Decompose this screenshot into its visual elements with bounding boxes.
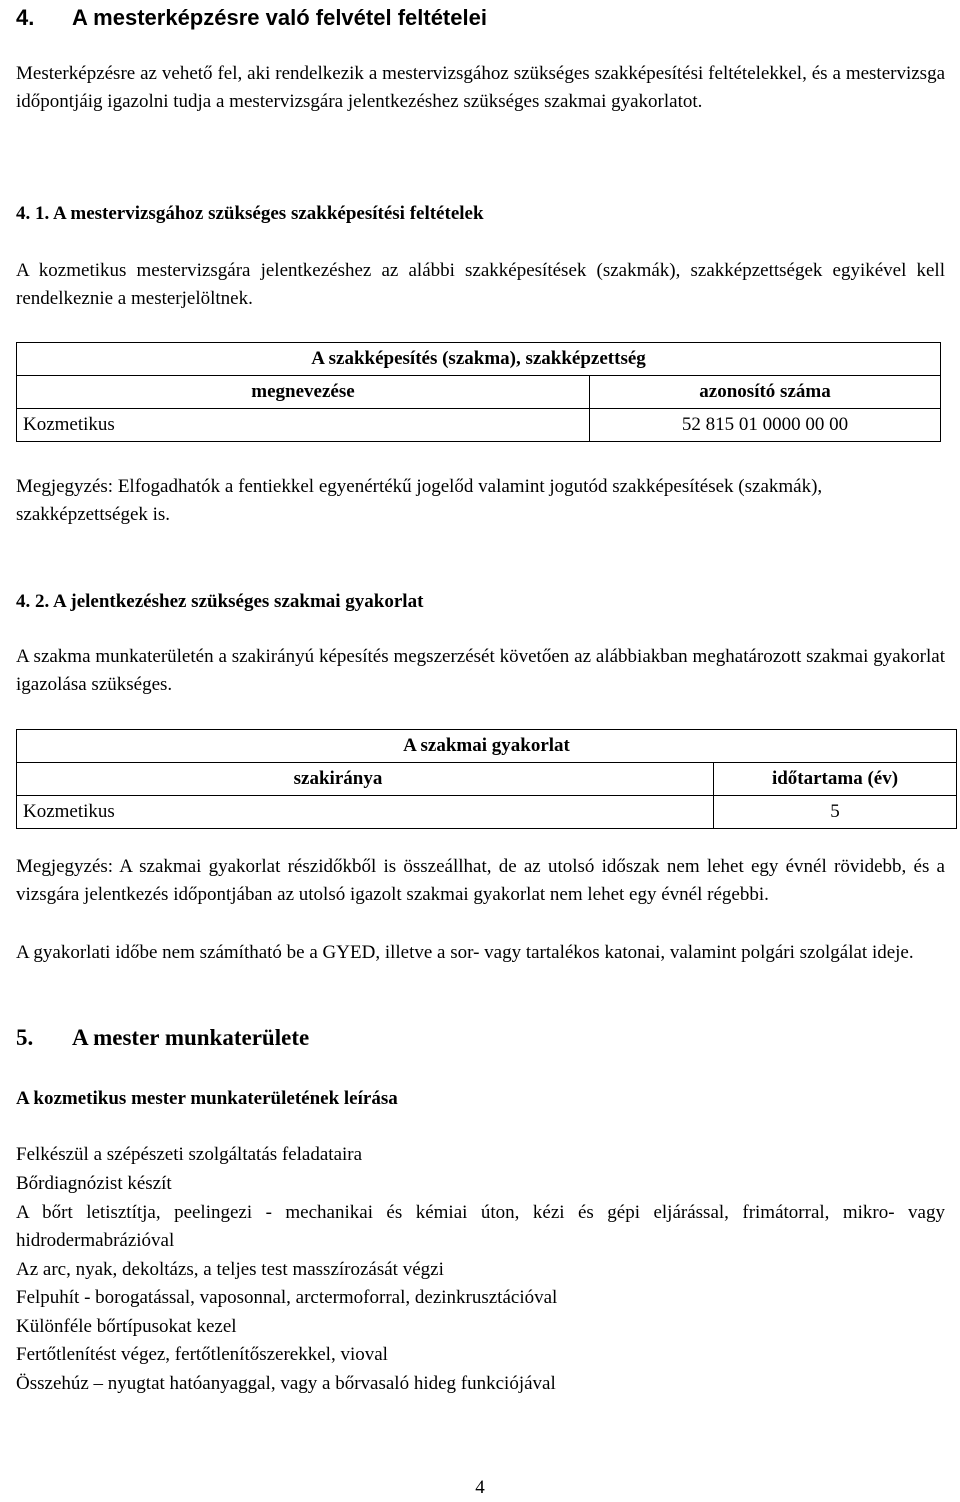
practice-col-duration: időtartama (év) — [714, 763, 957, 796]
qualification-col-id: azonosító száma — [590, 376, 941, 409]
subsection-4-1-note: Megjegyzés: Elfogadhatók a fentiekkel egyenértékű jogelőd valamint jogutód szakképesítések (szakmák), szakképzettségek is. — [16, 476, 823, 525]
subsection-4-1-number: 4. 1. — [16, 203, 50, 224]
section-5-title: A mester munkaterülete — [72, 1025, 310, 1050]
subsection-4-2-heading — [16, 588, 423, 616]
section-4-title: A mesterképzésre való felvétel feltételei — [72, 5, 487, 30]
page-number: 4 — [475, 1477, 485, 1498]
list-item: Felpuhít - borogatással, vaposonnal, arctermoforral, dezinkrusztációval — [16, 1287, 558, 1308]
practice-row-name: Kozmetikus — [17, 796, 714, 829]
section-4-intro: Mesterképzésre az vehető fel, aki rendelkezik a mestervizsgához szükséges szakképesítési feltételekkel, és a mestervizsga időpontjáig igazolni tudja a mestervizsgára jelentkezéshez szükséges szakmai gyakorlatot. — [16, 63, 945, 112]
practice-row-value: 5 — [714, 796, 957, 829]
qualification-row-id: 52 815 01 0000 00 00 — [590, 409, 941, 442]
list-item: Felkészül a szépészeti szolgáltatás feladataira — [16, 1144, 363, 1165]
table-row — [17, 409, 941, 442]
section-5-heading — [16, 1024, 309, 1052]
subsection-4-2-number: 4. 2. — [16, 591, 50, 612]
qualification-table — [16, 342, 941, 442]
section-5-subtitle: A kozmetikus mester munkaterületének leírása — [16, 1088, 398, 1109]
practice-table — [16, 729, 957, 829]
qualification-col-name: megnevezése — [17, 376, 590, 409]
list-item: Fertőtlenítést végez, fertőtlenítőszerekkel, vioval — [16, 1344, 388, 1365]
qualification-row-name: Kozmetikus — [17, 409, 590, 442]
section-4-number: 4. — [16, 5, 35, 30]
practice-table-header: A szakmai gyakorlat — [17, 730, 957, 763]
subsection-4-2-text: A szakma munkaterületén a szakirányú képesítés megszerzését követően az alábbiakban meghatározott szakmai gyakorlat igazolása szükséges. — [16, 646, 945, 695]
section-4-heading — [16, 4, 487, 32]
table-row — [17, 796, 957, 829]
list-item: Összehúz – nyugtat hatóanyaggal, vagy a bőrvasaló hideg funkciójával — [16, 1373, 556, 1394]
list-item: Bőrdiagnózist készít — [16, 1173, 172, 1194]
subsection-4-1-heading — [16, 200, 484, 228]
list-item: Különféle bőrtípusokat kezel — [16, 1316, 237, 1337]
subsection-4-1-title: A mestervizsgához szükséges szakképesítési feltételek — [52, 203, 484, 224]
subsection-4-1-text: A kozmetikus mestervizsgára jelentkezéshez az alábbi szakképesítések (szakmák), szakképzettségek egyikével kell rendelkeznie a mesterjelöltnek. — [16, 260, 945, 309]
subsection-4-2-title: A jelentkezéshez szükséges szakmai gyakorlat — [52, 591, 424, 612]
practice-col-direction: szakiránya — [17, 763, 714, 796]
subsection-4-2-note-2: A gyakorlati időbe nem számítható be a GYED, illetve a sor- vagy tartalékos katonai, valamint polgári szolgálat ideje. — [16, 942, 914, 963]
section-5-number: 5. — [16, 1025, 34, 1050]
list-item: A bőrt letisztítja, peelingezi - mechanikai és kémiai úton, kézi és gépi eljárással, frimátorral, mikro- vagy hidrodermabrázióval — [16, 1202, 945, 1251]
list-item: Az arc, nyak, dekoltázs, a teljes test masszírozását végzi — [16, 1259, 444, 1280]
qualification-table-header: A szakképesítés (szakma), szakképzettség — [17, 343, 941, 376]
subsection-4-2-note-1: Megjegyzés: A szakmai gyakorlat részidőkből is összeállhat, de az utolsó időszak nem lehet egy évnél rövidebb, és a vizsgára jelentkezés időpontjában az utolsó igazolt szakmai gyakorlat nem lehet egy évnél régebbi. — [16, 856, 945, 905]
